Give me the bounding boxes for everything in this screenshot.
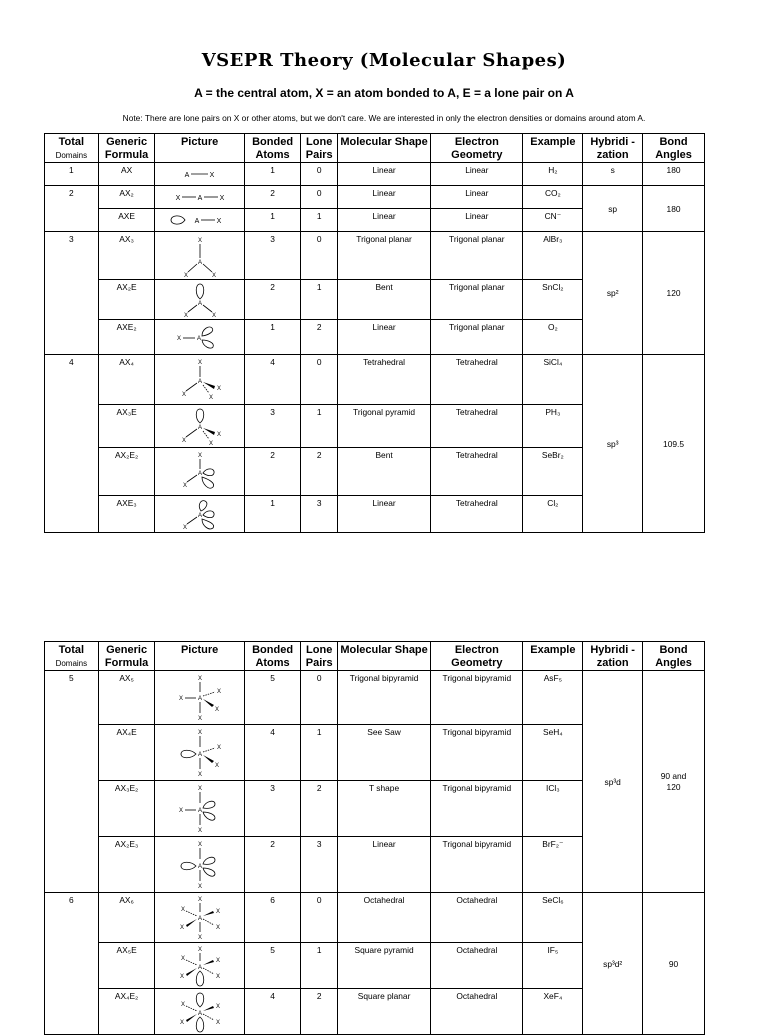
generic-formula: AX [98, 163, 155, 186]
example-molecule: SeCl₆ [523, 893, 583, 943]
generic-formula: AXE₂ [98, 320, 155, 355]
example-molecule: CO₂ [523, 186, 583, 209]
generic-formula: AX₄ [98, 355, 155, 405]
atom-x-label: X [209, 172, 214, 179]
bonded-atoms: 3 [244, 405, 301, 448]
lone-pairs: 2 [301, 781, 337, 837]
electron-geometry: Trigonal planar [431, 320, 523, 355]
svg-text:X: X [214, 762, 219, 769]
header-molecular-shape: Molecular Shape [337, 134, 430, 163]
molecule-picture [155, 496, 244, 533]
electron-geometry: Trigonal bipyramid [431, 781, 523, 837]
svg-text:X: X [179, 1019, 184, 1026]
svg-text:X: X [215, 924, 220, 931]
lone-pairs: 2 [301, 320, 337, 355]
svg-text:X: X [215, 1019, 220, 1026]
svg-text:A: A [197, 751, 202, 758]
svg-text:X: X [208, 440, 213, 447]
svg-text:X: X [178, 695, 183, 702]
molecule-picture [155, 163, 244, 186]
svg-text:X: X [215, 1003, 220, 1010]
svg-text:A: A [197, 300, 202, 307]
example-molecule: IF₅ [523, 943, 583, 989]
molecular-shape: Linear [337, 320, 430, 355]
total-domains: 5 [45, 671, 99, 893]
svg-text:X: X [216, 744, 221, 751]
svg-text:X: X [183, 272, 188, 279]
lone-pairs: 0 [301, 186, 337, 209]
svg-text:X: X [197, 827, 202, 834]
svg-text:X: X [219, 195, 224, 202]
molecular-shape: Square pyramid [337, 943, 430, 989]
bond-angles: 180 [643, 163, 705, 186]
header-picture: Picture [155, 642, 244, 671]
bond-angles: 90 and 120 [643, 671, 705, 893]
total-domains: 3 [45, 232, 99, 355]
example-molecule: SnCl₂ [523, 280, 583, 320]
electron-geometry: Trigonal bipyramid [431, 671, 523, 725]
molecule-picture [155, 671, 244, 725]
header-lone-pairs: Lone Pairs [301, 642, 337, 671]
svg-text:A: A [197, 195, 202, 202]
svg-text:X: X [211, 312, 216, 319]
svg-text:A: A [197, 378, 202, 385]
electron-geometry: Linear [431, 186, 523, 209]
svg-text:X: X [180, 906, 185, 913]
svg-text:A: A [197, 863, 202, 870]
svg-text:X: X [181, 437, 186, 444]
molecular-shape: T shape [337, 781, 430, 837]
svg-text:X: X [176, 335, 181, 342]
header-example: Example [523, 134, 583, 163]
electron-geometry: Linear [431, 163, 523, 186]
bond-angles: 90 [643, 893, 705, 1035]
molecule-picture [155, 893, 244, 943]
hybridization: sp³ [583, 355, 643, 533]
molecule-picture [155, 781, 244, 837]
svg-text:X: X [216, 385, 221, 392]
lone-pairs: 2 [301, 448, 337, 496]
header-row [45, 134, 705, 163]
molecule-picture [155, 320, 244, 355]
generic-formula: AX₂E₂ [98, 448, 155, 496]
molecule-picture [155, 405, 244, 448]
bonded-atoms: 1 [244, 209, 301, 232]
svg-text:A: A [197, 512, 202, 519]
svg-text:X: X [182, 524, 187, 531]
bonded-atoms: 2 [244, 448, 301, 496]
molecule-picture [155, 280, 244, 320]
molecular-shape: Bent [337, 448, 430, 496]
electron-geometry: Trigonal planar [431, 280, 523, 320]
header-bond-angles: Bond Angles [643, 134, 705, 163]
table-row [45, 163, 705, 186]
hybridization: sp³d [583, 671, 643, 893]
generic-formula: AX₃E [98, 405, 155, 448]
molecule-picture [155, 186, 244, 209]
lone-pairs: 1 [301, 280, 337, 320]
header-picture: Picture [155, 134, 244, 163]
header-bond-angles: Bond Angles [643, 642, 705, 671]
generic-formula: AX₂E₃ [98, 837, 155, 893]
svg-text:X: X [178, 807, 183, 814]
page-subtitle: A = the central atom, X = an atom bonded to A, E = a lone pair on A [194, 86, 574, 100]
total-domains: 2 [45, 186, 99, 232]
electron-geometry: Linear [431, 209, 523, 232]
svg-text:X: X [215, 973, 220, 980]
table-row [45, 355, 705, 405]
molecular-shape: See Saw [337, 725, 430, 781]
lone-pairs: 0 [301, 232, 337, 280]
svg-text:X: X [197, 841, 202, 848]
svg-text:X: X [215, 957, 220, 964]
lone-pairs: 2 [301, 989, 337, 1035]
svg-text:X: X [197, 946, 202, 953]
page-title: VSEPR Theory (Molecular Shapes) [201, 50, 567, 71]
svg-text:A: A [197, 695, 202, 702]
bonded-atoms: 3 [244, 781, 301, 837]
svg-text:X: X [197, 883, 202, 890]
molecular-shape: Linear [337, 837, 430, 893]
example-molecule: SeH₄ [523, 725, 583, 781]
svg-text:A: A [197, 915, 202, 922]
svg-text:X: X [214, 706, 219, 713]
svg-text:X: X [216, 688, 221, 695]
svg-text:X: X [197, 675, 202, 682]
svg-text:X: X [180, 1001, 185, 1008]
molecule-picture [155, 989, 244, 1035]
svg-text:X: X [179, 973, 184, 980]
header-total: Total Domains [45, 134, 99, 163]
hybridization: sp [583, 186, 643, 232]
electron-geometry: Tetrahedral [431, 355, 523, 405]
example-molecule: ICl₃ [523, 781, 583, 837]
total-domains: 1 [45, 163, 99, 186]
generic-formula: AXE₃ [98, 496, 155, 533]
header-bonded-atoms: Bonded Atoms [244, 642, 301, 671]
svg-text:X: X [179, 924, 184, 931]
svg-text:A: A [197, 470, 202, 477]
lone-pairs: 1 [301, 943, 337, 989]
generic-formula: AX₄E₂ [98, 989, 155, 1035]
svg-text:X: X [197, 934, 202, 941]
example-molecule: O₂ [523, 320, 583, 355]
hybridization: s [583, 163, 643, 186]
example-molecule: AsF₅ [523, 671, 583, 725]
molecular-shape: Trigonal planar [337, 232, 430, 280]
molecule-picture [155, 837, 244, 893]
table-row [45, 671, 705, 725]
svg-text:X: X [208, 394, 213, 401]
molecular-shape: Linear [337, 209, 430, 232]
lone-pairs: 0 [301, 671, 337, 725]
electron-geometry: Tetrahedral [431, 496, 523, 533]
molecule-picture [155, 725, 244, 781]
total-domains: 4 [45, 355, 99, 533]
bonded-atoms: 5 [244, 943, 301, 989]
header-total: Total Domains [45, 642, 99, 671]
vsepr-table-1 [44, 133, 705, 533]
svg-text:A: A [197, 964, 202, 971]
bonded-atoms: 1 [244, 163, 301, 186]
svg-text:X: X [197, 729, 202, 736]
lone-pairs: 1 [301, 405, 337, 448]
generic-formula: AX₂E [98, 280, 155, 320]
svg-text:X: X [175, 195, 180, 202]
hybridization: sp³d² [583, 893, 643, 1035]
svg-text:X: X [181, 391, 186, 398]
bond-angles: 180 [643, 186, 705, 232]
svg-text:X: X [216, 218, 221, 225]
electron-geometry: Tetrahedral [431, 405, 523, 448]
table-row [45, 186, 705, 209]
hybridization: sp² [583, 232, 643, 355]
molecule-picture [155, 209, 244, 232]
molecular-shape: Bent [337, 280, 430, 320]
svg-text:X: X [216, 431, 221, 438]
electron-geometry: Trigonal bipyramid [431, 725, 523, 781]
bonded-atoms: 2 [244, 280, 301, 320]
lone-pairs: 0 [301, 355, 337, 405]
svg-text:X: X [180, 955, 185, 962]
electron-geometry: Tetrahedral [431, 448, 523, 496]
header-electron-geometry: Electron Geometry [431, 642, 523, 671]
bonded-atoms: 4 [244, 989, 301, 1035]
generic-formula: AX₃E₂ [98, 781, 155, 837]
svg-text:X: X [197, 359, 202, 366]
svg-text:A: A [197, 807, 202, 814]
example-molecule: SeBr₂ [523, 448, 583, 496]
table-row [45, 232, 705, 280]
bonded-atoms: 4 [244, 355, 301, 405]
electron-geometry: Octahedral [431, 893, 523, 943]
svg-text:X: X [182, 482, 187, 489]
example-molecule: PH₃ [523, 405, 583, 448]
example-molecule: Cl₂ [523, 496, 583, 533]
example-molecule: AlBr₃ [523, 232, 583, 280]
generic-formula: AX₆ [98, 893, 155, 943]
example-molecule: CN⁻ [523, 209, 583, 232]
lone-pairs: 0 [301, 893, 337, 943]
header-row [45, 642, 705, 671]
lone-pairs: 1 [301, 725, 337, 781]
header-hybridization: Hybridi -zation [583, 134, 643, 163]
molecular-shape: Trigonal pyramid [337, 405, 430, 448]
lone-pairs: 3 [301, 837, 337, 893]
electron-geometry: Octahedral [431, 943, 523, 989]
lone-pairs: 1 [301, 209, 337, 232]
generic-formula: AX₄E [98, 725, 155, 781]
molecular-shape: Trigonal bipyramid [337, 671, 430, 725]
molecular-shape: Tetrahedral [337, 355, 430, 405]
svg-text:A: A [194, 218, 199, 225]
bond-angles: 109.5 [643, 355, 705, 533]
svg-text:X: X [197, 785, 202, 792]
svg-text:A: A [196, 335, 201, 342]
page-note: Note: There are lone pairs on X or other atoms, but we don't care. We are interested in only the electron densities or domains around atom A. [122, 113, 646, 123]
header-lone-pairs: Lone Pairs [301, 134, 337, 163]
header-example: Example [523, 642, 583, 671]
total-domains: 6 [45, 893, 99, 1035]
svg-text:X: X [215, 908, 220, 915]
generic-formula: AX₅E [98, 943, 155, 989]
example-molecule: BrF₂⁻ [523, 837, 583, 893]
electron-geometry: Trigonal planar [431, 232, 523, 280]
molecule-picture [155, 232, 244, 280]
svg-text:X: X [197, 237, 202, 244]
header-electron-geometry: Electron Geometry [431, 134, 523, 163]
example-molecule: SiCl₄ [523, 355, 583, 405]
molecule-picture [155, 355, 244, 405]
svg-text:X: X [197, 771, 202, 778]
lone-pairs: 0 [301, 163, 337, 186]
svg-text:X: X [197, 452, 202, 459]
bonded-atoms: 2 [244, 837, 301, 893]
lone-pairs: 3 [301, 496, 337, 533]
table-row [45, 893, 705, 943]
svg-text:A: A [197, 424, 202, 431]
bonded-atoms: 2 [244, 186, 301, 209]
vsepr-table-2 [44, 641, 705, 1035]
atom-a-label: A [184, 172, 189, 179]
header-bonded-atoms: Bonded Atoms [244, 134, 301, 163]
generic-formula: AX₅ [98, 671, 155, 725]
generic-formula: AX₃ [98, 232, 155, 280]
bonded-atoms: 4 [244, 725, 301, 781]
molecule-picture [155, 448, 244, 496]
example-molecule: H₂ [523, 163, 583, 186]
molecular-shape: Linear [337, 163, 430, 186]
generic-formula: AXE [98, 209, 155, 232]
molecular-shape: Octahedral [337, 893, 430, 943]
molecular-shape: Linear [337, 496, 430, 533]
bonded-atoms: 1 [244, 496, 301, 533]
bonded-atoms: 3 [244, 232, 301, 280]
bonded-atoms: 1 [244, 320, 301, 355]
generic-formula: AX₂ [98, 186, 155, 209]
molecule-picture [155, 943, 244, 989]
svg-text:X: X [183, 312, 188, 319]
header-hybridization: Hybridi -zation [583, 642, 643, 671]
svg-text:A: A [197, 259, 202, 266]
example-molecule: XeF₄ [523, 989, 583, 1035]
svg-text:X: X [197, 715, 202, 722]
molecular-shape: Square planar [337, 989, 430, 1035]
molecular-shape: Linear [337, 186, 430, 209]
bonded-atoms: 6 [244, 893, 301, 943]
svg-text:A: A [197, 1010, 202, 1017]
svg-text:X: X [197, 896, 202, 903]
header-generic-formula: Generic Formula [98, 134, 155, 163]
svg-text:X: X [211, 272, 216, 279]
bond-angles: 120 [643, 232, 705, 355]
electron-geometry: Octahedral [431, 989, 523, 1035]
header-generic-formula: Generic Formula [98, 642, 155, 671]
electron-geometry: Trigonal bipyramid [431, 837, 523, 893]
header-molecular-shape: Molecular Shape [337, 642, 430, 671]
bonded-atoms: 5 [244, 671, 301, 725]
